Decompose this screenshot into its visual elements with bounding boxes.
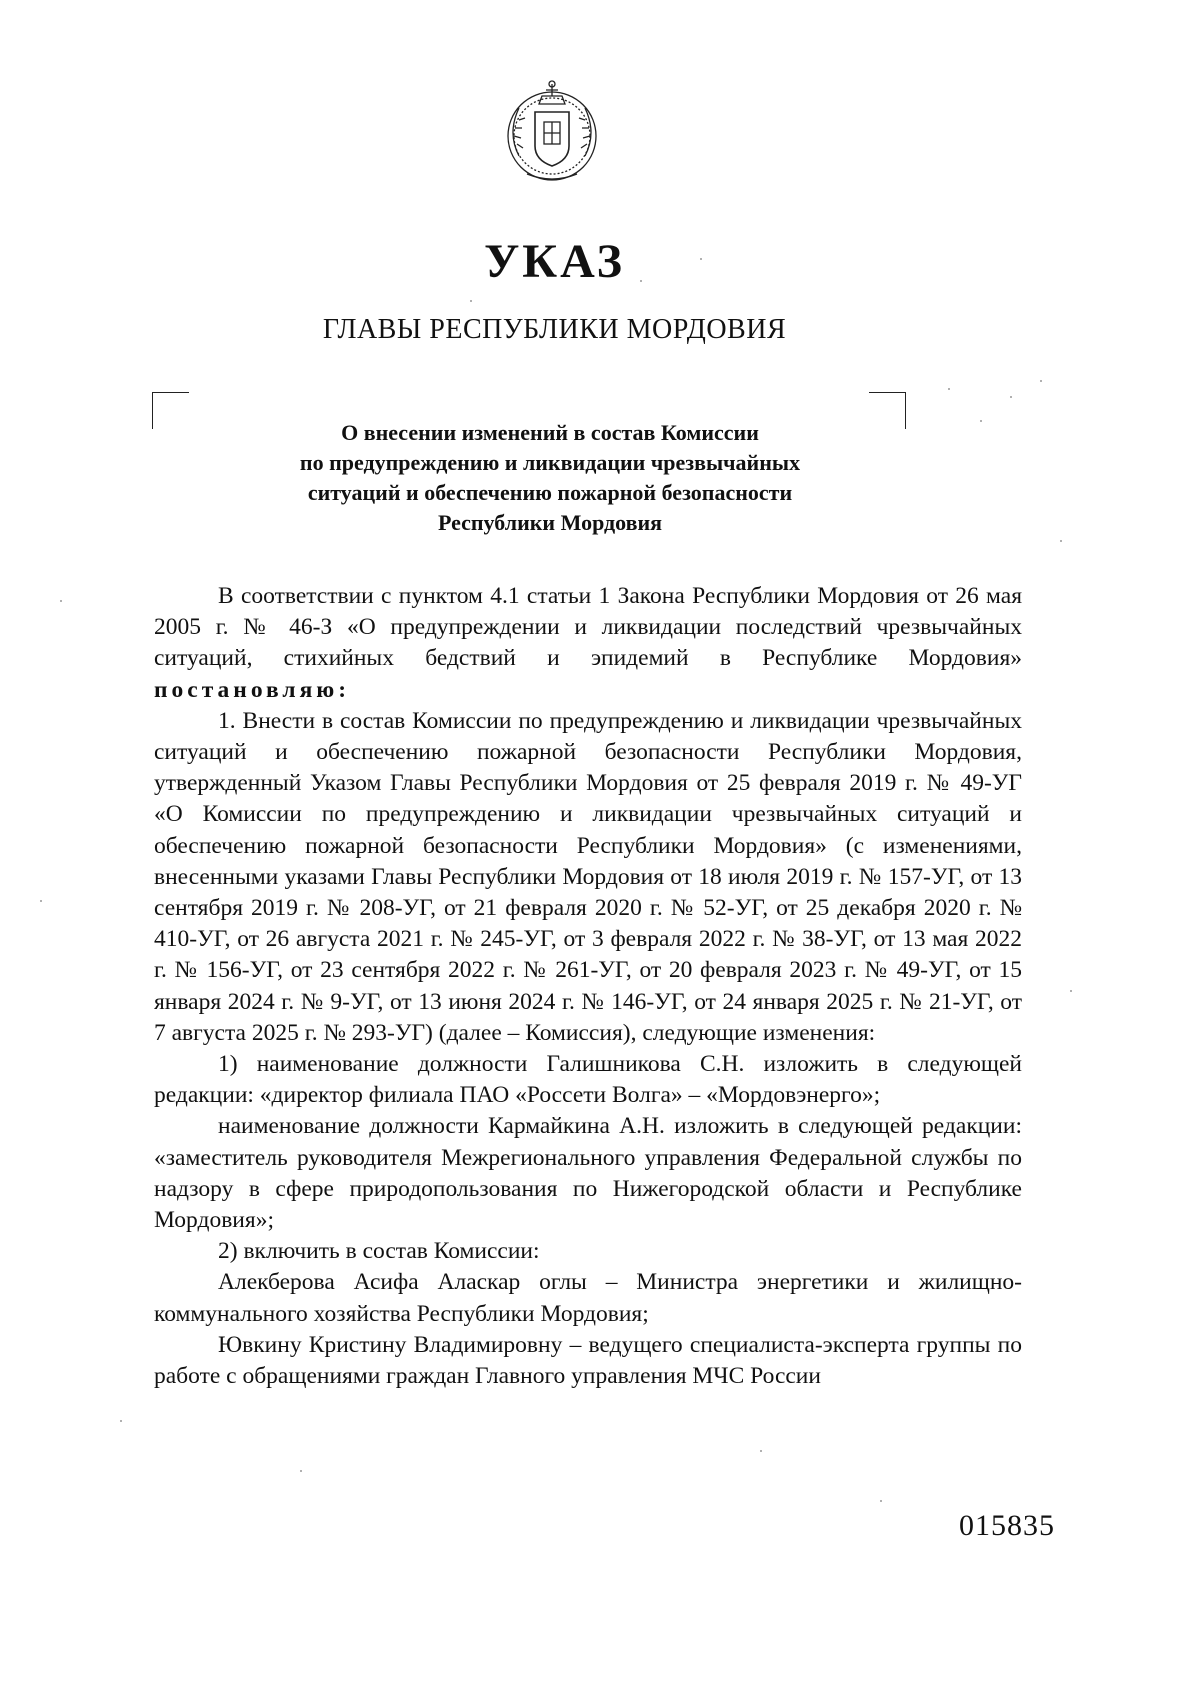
subitem-1-paragraph: 1) наименование должности Галишникова С.Н. изложить в следующей редакции: «директор филиала ПАО «Россети Волга» – «Мордовэнерго»; xyxy=(154,1051,1022,1109)
decree-word: постановляю: xyxy=(154,676,351,703)
heading-line: О внесении изменений в состав Комиссии xyxy=(341,420,759,445)
item-1-paragraph: 1. Внести в состав Комиссии по предупреждению и ликвидации чрезвычайных ситуаций и обеспечению пожарной безопасности Республики Мордовия, утвержденный Указом Главы Республики Мордовия от 25 февраля 2019 г. № 49-УГ «О Комиссии по предупреждению и ликвидации чрезвычайных ситуаций и обеспечению пожарной безопасности Республики Мордовия» (с изменениями, внесенными указами Главы Республики Мордовия от 18 июля 2019 г. № 157-УГ, от 13 сентября 2019 г. № 208-УГ, от 21 февраля 2020 г. № 52-УГ, от 25 декабря 2020 г. № 410-УГ, от 26 августа 2021 г. № 245-УГ, от 3 февраля 2022 г. № 38-УГ, от 13 мая 2022 г. № 156-УГ, от 23 сентября 2022 г. № 261-УГ, от 20 февраля 2023 г. № 49-УГ, от 15 января 2024 г. № 9-УГ, от 13 июня 2024 г. № 146-УГ, от 24 января 2025 г. № 21-УГ, от 7 августа 2025 г. № 293-УГ) (далее – Комиссия), следующие изменения: xyxy=(154,707,1022,1046)
heading-line: Республики Мордовия xyxy=(437,510,663,535)
member-2-paragraph: Ювкину Кристину Владимировну – ведущего специалиста-эксперта группы по работе с обращениями граждан Главного управления МЧС России xyxy=(154,1331,1022,1390)
heading-line: ситуаций и обеспечению пожарной безопасности xyxy=(307,480,793,505)
document-type-title: УКАЗ xyxy=(484,235,625,288)
subitem-2-paragraph: 2) включить в состав Комиссии: xyxy=(218,1238,540,1265)
preamble-paragraph xyxy=(154,581,1022,706)
subitem-1b-paragraph: наименование должности Кармайкина А.Н. изложить в следующей редакции: «заместитель руководителя Межрегионального управления Федеральной службы по надзору в сфере природопользования по Нижегородской области и Республике Мордовия»; xyxy=(154,1113,1022,1234)
heading-bracket-left xyxy=(152,392,189,429)
issuer-subtitle: ГЛАВЫ РЕСПУБЛИКИ МОРДОВИЯ xyxy=(322,314,787,345)
coat-of-arms-icon xyxy=(497,78,607,188)
preamble-text: В соответствии с пунктом 4.1 статьи 1 Закона Республики Мордовия от 26 мая 2005 г. № 46-З «О предупреждении и ликвидации последствий чрезвычайных ситуаций, стихийных бедствий и эпидемий в Республике Мордовия» xyxy=(154,583,1022,672)
heading-line: по предупреждению и ликвидации чрезвычайных xyxy=(299,450,801,475)
decree-heading xyxy=(200,418,900,538)
member-1-paragraph: Алекберова Асифа Аласкар оглы – Министра энергетики и жилищно-коммунального хозяйства Республики Мордовия; xyxy=(154,1269,1022,1327)
document-number: 015835 xyxy=(959,1509,1055,1542)
decree-body xyxy=(154,581,1022,1392)
